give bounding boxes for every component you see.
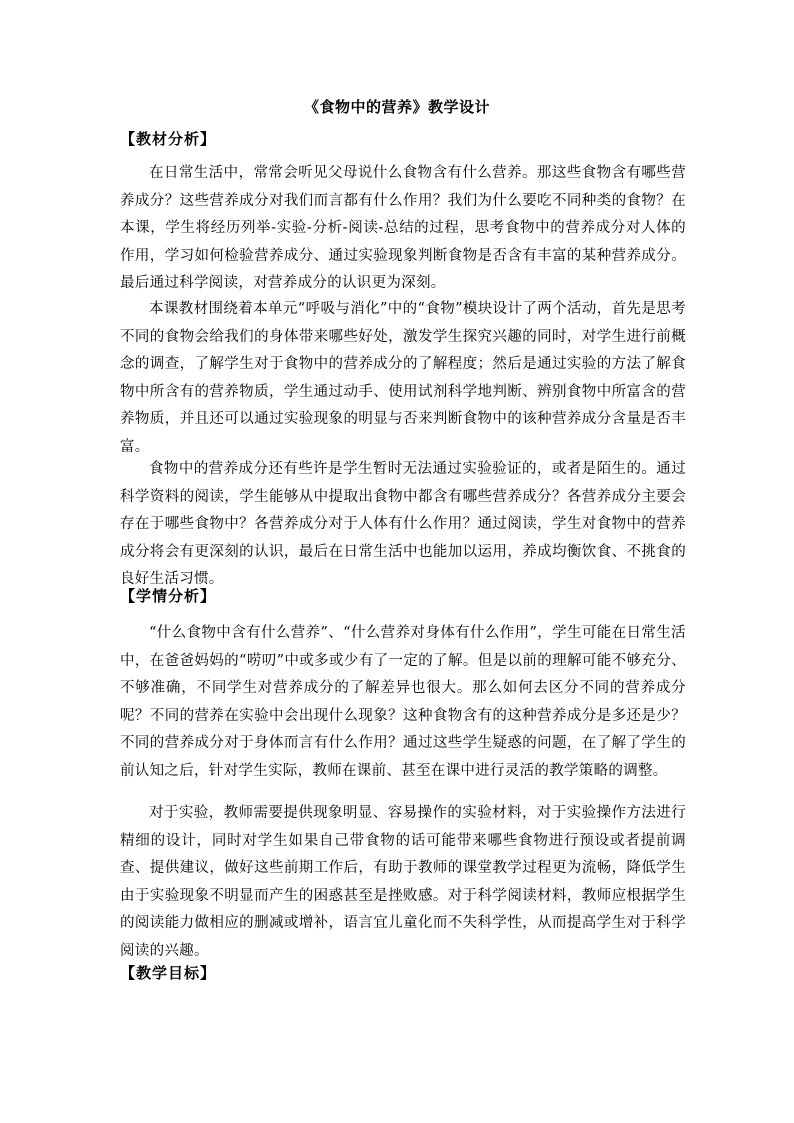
paragraph: 本课教材围绕着本单元“呼吸与消化”中的“食物”模块设计了两个活动，首先是思考不同的食物会给我们的身体带来哪些好处，激发学生探究兴趣的同时，对学生进行前概念的调查，了解学生对于食物中的营养成分的了解程度；然后是通过实验的方法了解食物中所含有的营养物质，学生通过动手、使用试剂科学地判断、辨别食物中所富含的营养物质，并且还可以通过实验现象的明显与否来判断食物中的该种营养成分含量是否丰富。 [120,301,686,455]
paragraph: 在日常生活中，常常会听见父母说什么食物含有什么营养。那这些食物含有哪些营养成分？这些营养成分对我们而言都有什么作用？我们为什么要吃不同种类的食物？在本课，学生将经历列举-实验-分析-阅读-总结的过程，思考食物中的营养成分对人体的作用，学习如何检验营养成分、通过实验现象判断食物是否含有丰富的某种营养成分。最后通过科学阅读，对营养成分的认识更为深刻。 [120,165,686,292]
section-heading-student-analysis: 【学情分析】 [120,587,217,605]
document-title: 《食物中的营养》教学设计 [303,98,490,116]
section-heading-textbook-analysis: 【教材分析】 [120,130,217,148]
paragraph: 对于实验，教师需要提供现象明显、容易操作的实验材料，对于实验操作方法进行精细的设计，同时对学生如果自己带食物的话可能带来哪些食物进行预设或者提前调查、提供建议，做好这些前期工作后，有助于教师的课堂教学过程更为流畅，降低学生由于实验现象不明显而产生的困惑甚至是挫败感。对于科学阅读材料，教师应根据学生的阅读能力做相应的删减或增补，语言宜儿童化而不失科学性，从而提高学生对于科学阅读的兴趣。 [120,805,686,959]
paragraph: 食物中的营养成分还有些许是学生暂时无法通过实验验证的，或者是陌生的。通过科学资料的阅读，学生能够从中提取出食物中都含有哪些营养成分？各营养成分主要会存在于哪些食物中？各营养成分对于人体有什么作用？通过阅读，学生对食物中的营养成分将会有更深刻的认识，最后在日常生活中也能加以运用，养成均衡饮食、不挑食的良好生活习惯。 [120,461,686,588]
paragraph: “什么食物中含有什么营养”、“什么营养对身体有什么作用”，学生可能在日常生活中，在爸爸妈妈的“唠叨”中或多或少有了一定的了解。但是以前的理解可能不够充分、不够准确，不同学生对营养成分的了解差异也很大。那么如何去区分不同的营养成分呢？不同的营养在实验中会出现什么现象？这种食物含有的这种营养成分是多还是少？不同的营养成分对于身体而言有什么作用？通过这些学生疑惑的问题，在了解了学生的前认知之后，针对学生实际，教师在课前、甚至在课中进行灵活的教学策略的调整。 [120,625,686,779]
section-heading-teaching-objectives: 【教学目标】 [120,964,217,982]
